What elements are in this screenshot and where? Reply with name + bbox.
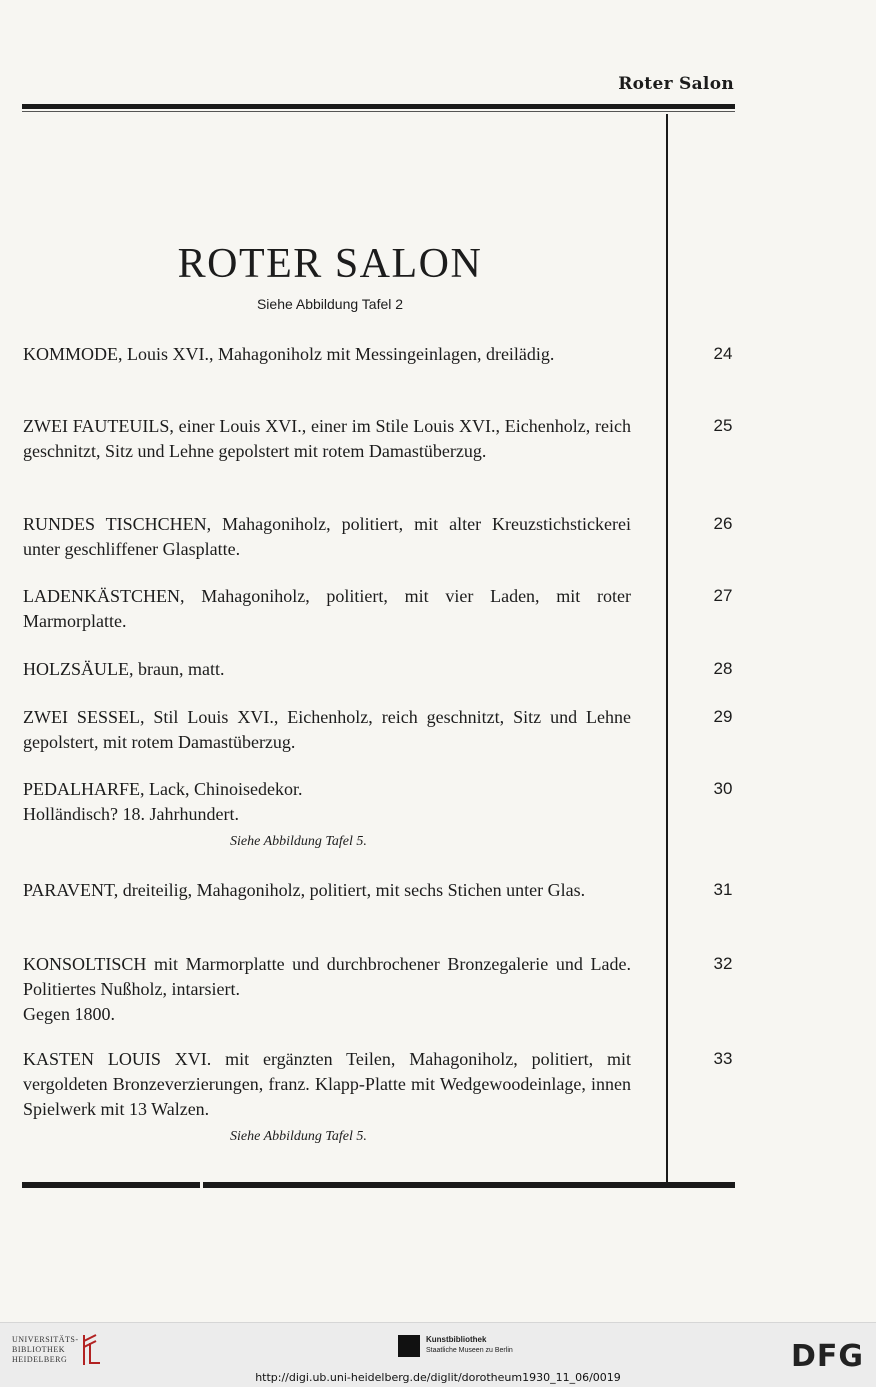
- entry-text: LADENKÄSTCHEN, Mahagoniholz, politiert, mit vier Laden, mit roter Marmorplatte.: [23, 586, 631, 631]
- top-rule: [22, 104, 735, 109]
- entry-text-2: Holländisch? 18. Jahrhundert.: [23, 804, 239, 824]
- dfg-logo: DFG: [790, 1339, 864, 1374]
- plate-reference: Siehe Abbildung Tafel 5.: [230, 1129, 367, 1144]
- entry-number: 33: [713, 1049, 733, 1068]
- source-url-link[interactable]: http://digi.ub.uni-heidelberg.de/diglit/dorotheum1930_11_06/0019: [255, 1371, 621, 1384]
- entry-number: 30: [713, 779, 733, 798]
- entry-24: [23, 342, 631, 367]
- column-divider: [666, 114, 668, 1184]
- entry-number: 31: [713, 880, 733, 899]
- entry-text: ZWEI FAUTEUILS, einer Louis XVI., einer im Stile Louis XVI., Eichenholz, reich geschnitzt, Sitz und Lehne gepolstert mit rotem Damastüberzug.: [23, 416, 631, 461]
- entry-number: 24: [713, 344, 733, 363]
- section-title: ROTER SALON: [177, 241, 483, 287]
- entry-text: PEDALHARFE, Lack, Chinoisedekor.: [23, 779, 303, 799]
- entry-text: KOMMODE, Louis XVI., Mahagoniholz mit Messingeinlagen, dreilädig.: [23, 344, 555, 364]
- entry-text: RUNDES TISCHCHEN, Mahagoniholz, politiert, mit alter Kreuzstichstickerei unter geschliffener Glasplatte.: [23, 514, 631, 559]
- entry-text: HOLZSÄULE, braun, matt.: [23, 659, 225, 679]
- entry-number: 32: [713, 954, 733, 973]
- entry-text: KONSOLTISCH mit Marmorplatte und durchbrochener Bronzegalerie und Lade. Politiertes Nußholz, intarsiert.: [23, 954, 631, 999]
- entry-27: [23, 584, 631, 634]
- entry-33: [23, 1047, 631, 1149]
- university-library-logo-icon: [80, 1333, 104, 1367]
- running-head: Roter Salon: [618, 74, 734, 94]
- entry-number: 28: [713, 659, 733, 678]
- entry-26: [23, 512, 631, 562]
- entry-number: 27: [713, 586, 733, 605]
- bottom-rule: [22, 1182, 735, 1188]
- university-library-label: UNIVERSITÄTS- BIBLIOTHEK HEIDELBERG: [12, 1335, 79, 1364]
- entry-text-2: Gegen 1800.: [23, 1004, 115, 1024]
- top-rule-thin: [22, 111, 735, 112]
- kunstbibliothek-logo-icon: [398, 1335, 420, 1357]
- entry-32: [23, 952, 631, 1027]
- kunstbibliothek-label: [426, 1335, 513, 1356]
- kunstbibliothek-title: Kunstbibliothek: [426, 1335, 487, 1344]
- entry-text: PARAVENT, dreiteilig, Mahagoniholz, politiert, mit sechs Stichen unter Glas.: [23, 880, 586, 900]
- digitization-footer: [0, 1322, 876, 1387]
- entry-28: [23, 657, 631, 682]
- entry-text: KASTEN LOUIS XVI. mit ergänzten Teilen, Mahagoniholz, politiert, mit vergoldeten Bronzeverzierungen, franz. Klapp-Platte mit Wedgewoodeinlage, innen Spielwerk mit 13 Walzen.: [23, 1049, 631, 1119]
- entry-number: 26: [713, 514, 733, 533]
- bottom-rule-gap: [200, 1182, 203, 1188]
- kunstbibliothek-subtitle: Staatliche Museen zu Berlin: [426, 1347, 513, 1354]
- entry-29: [23, 705, 631, 755]
- entry-number: 25: [713, 416, 733, 435]
- plate-reference: Siehe Abbildung Tafel 5.: [230, 834, 367, 849]
- entry-31: [23, 878, 631, 903]
- entry-25: [23, 414, 631, 464]
- section-subtitle: Siehe Abbildung Tafel 2: [256, 296, 404, 312]
- entry-30: [23, 777, 631, 854]
- entry-number: 29: [713, 707, 733, 726]
- entry-text: ZWEI SESSEL, Stil Louis XVI., Eichenholz, reich geschnitzt, Sitz und Lehne gepolstert, mit rotem Damastüberzug.: [23, 707, 631, 752]
